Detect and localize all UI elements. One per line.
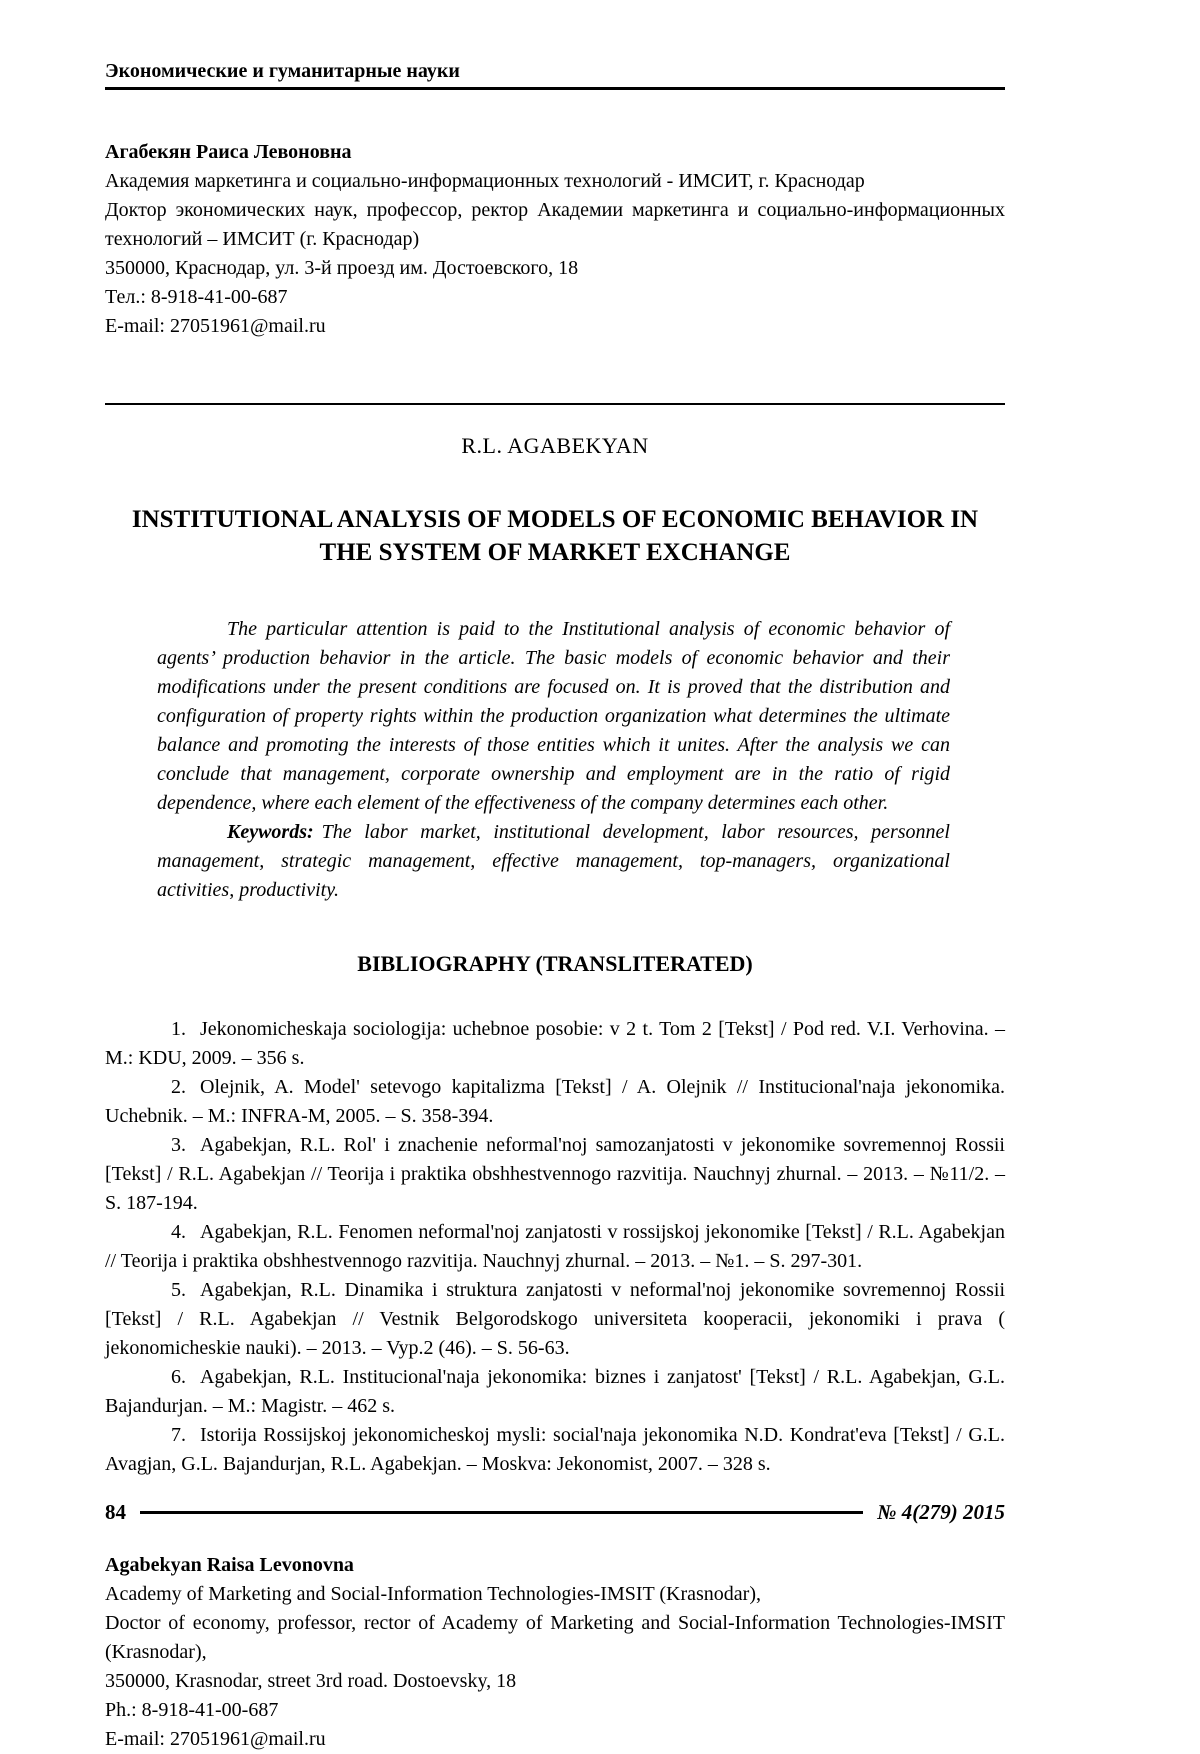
reference-number: 3. (171, 1134, 186, 1156)
issue-number: № 4(279) 2015 (877, 1500, 1005, 1524)
author-name-ru: Агабекян Раиса Левоновна (105, 141, 352, 163)
keywords-label: Keywords: (227, 821, 314, 843)
author-address-ru: 350000, Краснодар, ул. 3-й проезд им. Достоевского, 18 (105, 257, 579, 279)
author-position-ru: Доктор экономических наук, профессор, ректор Академии маркетинга и социально-информационных технологий – ИМСИТ (г. Краснодар) (105, 199, 1005, 250)
section-divider (105, 403, 1005, 405)
journal-header (105, 60, 1005, 90)
reference-number: 1. (171, 1018, 186, 1040)
keywords-text: The labor market, institutional development, labor resources, personnel management, strategic management, effective management, top-managers, organizational activities, productivity. (157, 821, 950, 901)
author-ru-block (105, 138, 1005, 341)
reference-text: Jekonomicheskaja sociologija: uchebnoe posobie: v 2 t. Tom 2 [Tekst] / Pod red. V.I. Verhovina. – M.: KDU, 2009. – 356 s. (105, 1018, 1005, 1069)
reference-item (105, 1131, 1005, 1218)
author-address-en: 350000, Krasnodar, street 3rd road. Dostoevsky, 18 (105, 1670, 517, 1692)
reference-item (105, 1276, 1005, 1363)
author-email-ru: E-mail: 27051961@mail.ru (105, 315, 326, 337)
reference-number: 2. (171, 1076, 186, 1098)
reference-number: 5. (171, 1279, 186, 1301)
reference-text: Agabekjan, R.L. Fenomen neformal'noj zanjatosti v rossijskoj jekonomike [Tekst] / R.L. Agabekjan // Teorija i praktika obshhestvennogo razvitija. Nauchnyj zhurnal. – 2013. – №1. – S. 297-301. (105, 1221, 1005, 1272)
reference-item (105, 1421, 1005, 1479)
bibliography-heading: BIBLIOGRAPHY (TRANSLITERATED) (357, 951, 753, 976)
article-title: INSTITUTIONAL ANALYSIS OF MODELS OF ECONOMIC BEHAVIOR IN THE SYSTEM OF MARKET EXCHANGE (131, 506, 979, 566)
reference-item (105, 1363, 1005, 1421)
reference-text: Agabekjan, R.L. Rol' i znachenie neformal'noj samozanjatosti v jekonomike sovremennoj Rossii [Tekst] / R.L. Agabekjan // Teorija i praktika obshhestvennogo razvitija. Nauchnyj zhurnal. – 2013. – №11/2. – S. 187-194. (105, 1134, 1005, 1214)
author-name-en: Agabekyan Raisa Levonovna (105, 1554, 354, 1576)
page-footer (105, 1500, 1005, 1525)
author-position-en: Doctor of economy, professor, rector of Academy of Marketing and Social-Information Technologies-IMSIT (Krasnodar), (105, 1612, 1005, 1663)
author-affiliation-en: Academy of Marketing and Social-Information Technologies-IMSIT (Krasnodar), (105, 1583, 762, 1605)
reference-text: Agabekjan, R.L. Institucional'naja jekonomika: biznes i zanjatost' [Tekst] / R.L. Agabekjan, G.L. Bajandurjan. – M.: Magistr. – 462 s. (105, 1366, 1005, 1417)
author-phone-en: Ph.: 8-918-41-00-687 (105, 1699, 279, 1721)
reference-item (105, 1015, 1005, 1073)
reference-text: Istorija Rossijskoj jekonomicheskoj mysli: social'naja jekonomika N.D. Kondrat'eva [Tekst] / G.L. Avagjan, G.L. Bajandurjan, R.L. Agabekjan. – Moskva: Jekonomist, 2007. – 328 s. (105, 1424, 1005, 1475)
author-phone-ru: Тел.: 8-918-41-00-687 (105, 286, 288, 308)
reference-text: Olejnik, A. Model' setevogo kapitalizma [Tekst] / A. Olejnik // Institucional'naja jekonomika. Uchebnik. – M.: INFRA-M, 2005. – S. 358-394. (105, 1076, 1005, 1127)
abstract-text: The particular attention is paid to the Institutional analysis of economic behavior of agents’ production behavior in the article. The basic models of economic behavior and their modifications under the present conditions are focused on. It is proved that the distribution and configuration of property rights within the production organization what determines the ultimate balance and promoting the interests of those entities which it unites. After the analysis we can conclude that management, corporate ownership and employment are in the ratio of rigid dependence, where each element of the effectiveness of the company determines each other. (157, 618, 950, 814)
abstract-block (157, 615, 950, 905)
footer-rule (140, 1511, 863, 1514)
keywords-line (157, 818, 950, 905)
journal-title: Экономические и гуманитарные науки (105, 60, 460, 82)
author-affiliation-ru: Академия маркетинга и социально-информационных технологий - ИМСИТ, г. Краснодар (105, 170, 865, 192)
reference-list (105, 1015, 1005, 1479)
reference-item (105, 1073, 1005, 1131)
author-en-block (105, 1551, 1005, 1754)
author-email-en: E-mail: 27051961@mail.ru (105, 1728, 326, 1750)
reference-number: 6. (171, 1366, 186, 1388)
reference-number: 7. (171, 1424, 186, 1446)
article-author: R.L. AGABEKYAN (461, 433, 649, 458)
reference-text: Agabekjan, R.L. Dinamika i struktura zanjatosti v neformal'noj jekonomike sovremennoj Rossii [Tekst] / R.L. Agabekjan // Vestnik Belgorodskogo universiteta kooperacii, jekonomiki i prava ( jekonomicheskie nauki). – 2013. – Vyp.2 (46). – S. 56-63. (105, 1279, 1005, 1359)
page-number: 84 (105, 1500, 126, 1524)
reference-item (105, 1218, 1005, 1276)
reference-number: 4. (171, 1221, 186, 1243)
